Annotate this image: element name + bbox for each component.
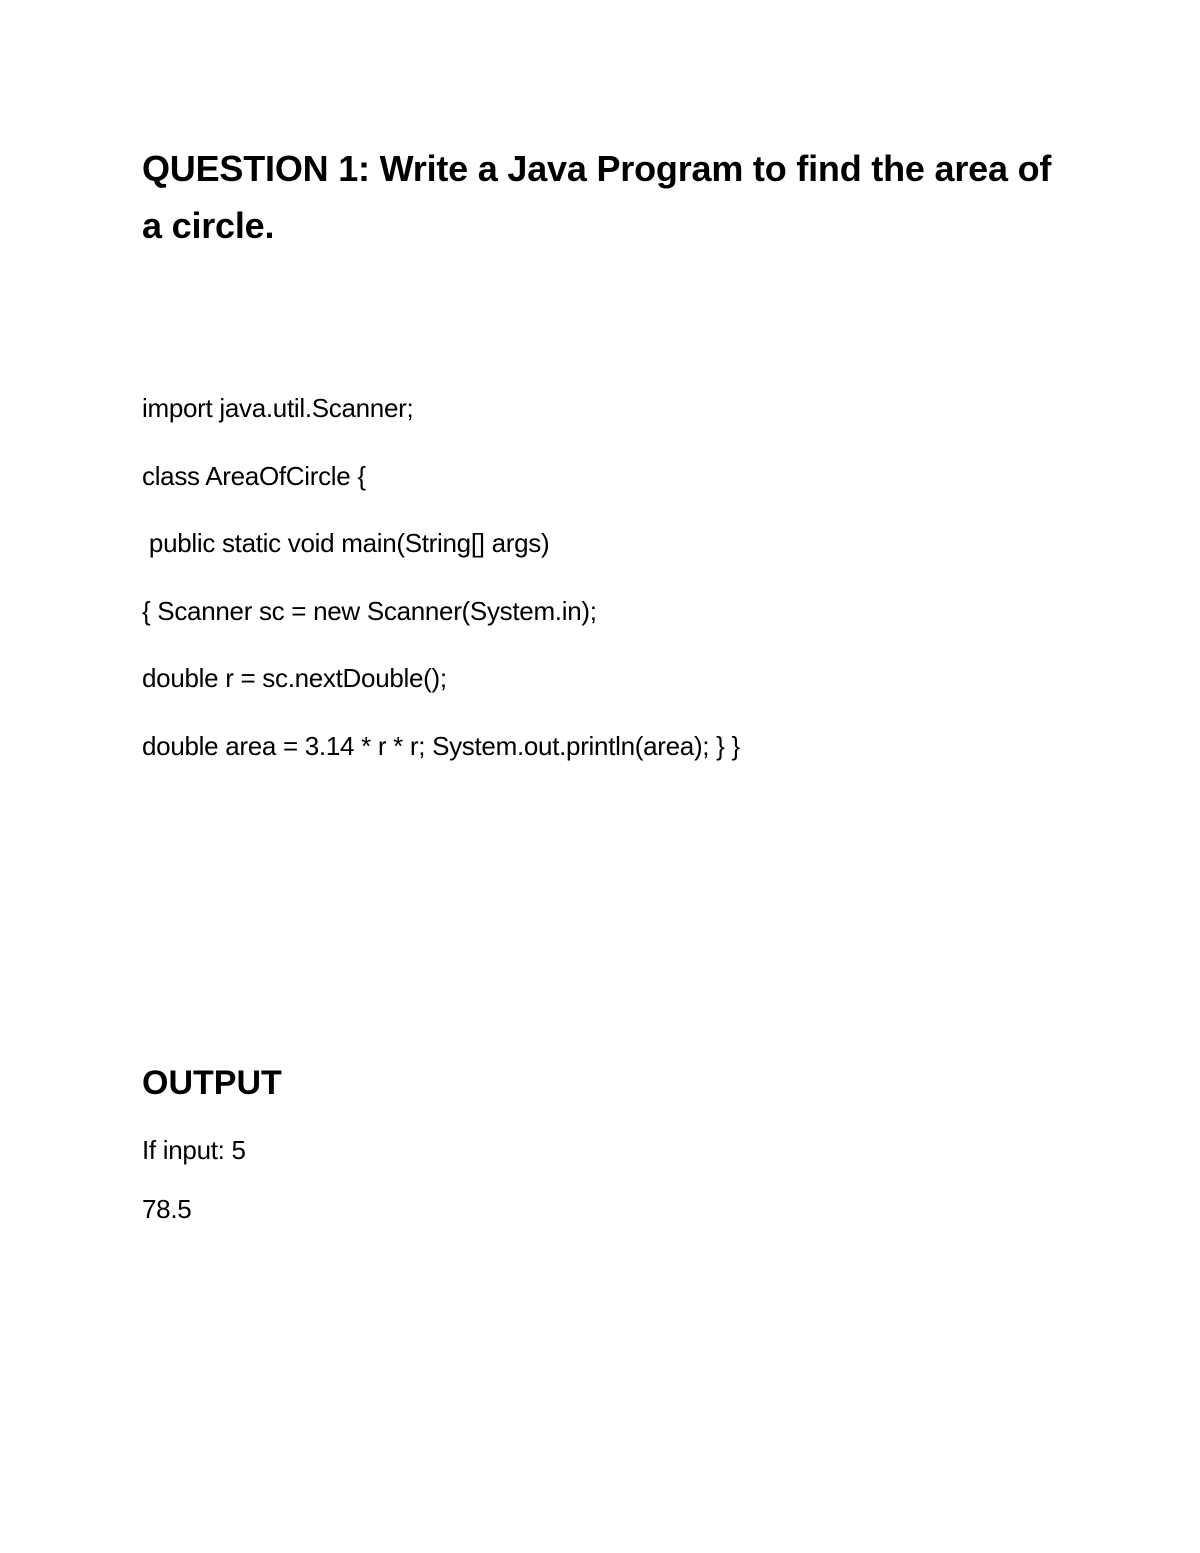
code-line-compute-area: double area = 3.14 * r * r; System.out.println(area); } }: [142, 730, 740, 761]
code-line-import: import java.util.Scanner;: [142, 393, 414, 423]
code-line-main: public static void main(String[] args): [142, 528, 550, 559]
code-line-read-radius: double r = sc.nextDouble();: [142, 663, 447, 694]
code-line-class: class AreaOfCircle {: [142, 460, 366, 491]
output-heading: OUTPUT: [142, 1064, 282, 1102]
question-title: QUESTION 1: Write a Java Program to find the area of a circle.: [142, 148, 1052, 246]
output-input-line: If input: 5: [142, 1135, 246, 1165]
code-block: [142, 390, 1142, 796]
output-result-line: 78.5: [142, 1194, 192, 1224]
code-line-scanner: { Scanner sc = new Scanner(System.in);: [142, 595, 597, 626]
